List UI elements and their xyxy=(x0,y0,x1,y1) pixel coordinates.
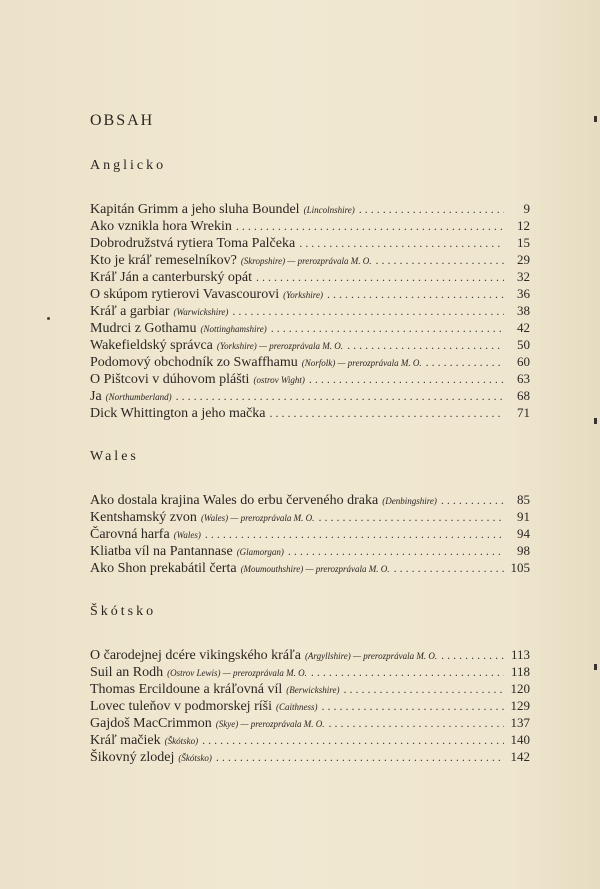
entry-page-number: 129 xyxy=(510,698,530,713)
section-spacer xyxy=(90,441,530,449)
entry-title: Kráľ Ján a canterburský opát xyxy=(90,270,252,285)
entry-title: Šikovný zlodej xyxy=(90,750,175,765)
page-edge-mark xyxy=(594,418,597,424)
dot-leader xyxy=(321,698,504,715)
entry-page-number: 63 xyxy=(517,371,530,386)
entry-title: Ako dostala krajina Wales do erbu červeného draka xyxy=(90,493,379,508)
dot-leader xyxy=(256,269,504,286)
dot-leader xyxy=(347,337,504,354)
entry-region: (Skye) — prerozprávala M. O. xyxy=(215,719,325,729)
entry-region: (Denbingshire) xyxy=(382,496,437,506)
entry-title: Ako Shon prekabátil čerta xyxy=(90,561,237,576)
toc-entry[interactable] xyxy=(90,663,530,680)
dot-leader xyxy=(176,388,504,405)
table-of-contents xyxy=(90,112,530,785)
entry-title: O čarodejnej dcére vikingského kráľa xyxy=(90,648,301,663)
entry-page-number: 91 xyxy=(517,509,530,524)
toc-entry[interactable] xyxy=(90,217,530,234)
toc-list xyxy=(90,200,530,421)
dot-leader xyxy=(202,732,504,749)
entry-page-number: 137 xyxy=(510,715,530,730)
entry-region: (Skropshire) — prerozprávala M. O. xyxy=(240,256,372,266)
entry-title: Kapitán Grimm a jeho sluha Boundel xyxy=(90,202,300,217)
entry-region: (Lincolnshire) xyxy=(303,205,355,215)
entry-page-number: 68 xyxy=(517,388,530,403)
page-edge-mark xyxy=(594,116,597,122)
entry-region: (Škótsko) xyxy=(178,753,212,763)
toc-entry[interactable] xyxy=(90,646,530,663)
entry-title: Gajdoš MacCrimmon xyxy=(90,716,212,731)
dot-leader xyxy=(205,526,504,543)
toc-entry[interactable] xyxy=(90,353,530,370)
toc-entry[interactable] xyxy=(90,200,530,217)
entry-region: (Ostrov Lewis) — prerozprávala M. O. xyxy=(167,668,307,678)
entry-page-number: 105 xyxy=(510,560,530,575)
entry-title: Kráľ mačiek xyxy=(90,733,161,748)
dot-leader xyxy=(329,715,504,732)
entry-page-number: 120 xyxy=(510,681,530,696)
entry-title: Ja xyxy=(90,389,102,404)
entry-region: (Glamorgan) xyxy=(236,547,284,557)
dot-leader xyxy=(318,509,504,526)
entry-region: (Yorkshire) — prerozprávala M. O. xyxy=(216,341,344,351)
section-heading: Anglicko xyxy=(90,158,167,173)
section-heading: Škótsko xyxy=(90,604,157,619)
entry-page-number: 29 xyxy=(517,252,530,267)
toc-list xyxy=(90,646,530,765)
dot-leader xyxy=(269,405,504,422)
dot-leader xyxy=(441,647,504,664)
dot-leader xyxy=(309,371,504,388)
section-spacer xyxy=(90,596,530,604)
entry-title: Čarovná harfa xyxy=(90,527,170,542)
dot-leader xyxy=(288,543,504,560)
entry-page-number: 94 xyxy=(517,526,530,541)
section-heading: Wales xyxy=(90,449,139,464)
toc-entry[interactable] xyxy=(90,404,530,421)
entry-region: (Yorkshire) xyxy=(283,290,323,300)
entry-region: (Caithness) xyxy=(275,702,318,712)
toc-entry[interactable] xyxy=(90,370,530,387)
entry-page-number: 140 xyxy=(510,732,530,747)
entry-title: Podomový obchodník zo Swaffhamu xyxy=(90,355,298,370)
toc-entry[interactable] xyxy=(90,491,530,508)
entry-title: Kliatba víl na Pantannase xyxy=(90,544,233,559)
dot-leader xyxy=(343,681,504,698)
toc-entry[interactable] xyxy=(90,234,530,251)
dot-leader xyxy=(359,201,504,218)
entry-title: Suil an Rodh xyxy=(90,665,164,680)
entry-page-number: 142 xyxy=(510,749,530,764)
toc-entry[interactable] xyxy=(90,285,530,302)
entry-title: Ako vznikla hora Wrekin xyxy=(90,219,232,234)
toc-entry[interactable] xyxy=(90,680,530,697)
entry-title: Kto je kráľ remeselníkov? xyxy=(90,253,237,268)
entry-title: Wakefieldský správca xyxy=(90,338,213,353)
dot-leader xyxy=(327,286,504,303)
entry-region: (Norfolk) — prerozprávala M. O. xyxy=(301,358,422,368)
toc-entry[interactable] xyxy=(90,251,530,268)
entry-page-number: 85 xyxy=(517,492,530,507)
page-title: OBSAH xyxy=(90,112,155,129)
page-edge-mark xyxy=(594,664,597,670)
entry-region: (ostrov Wight) xyxy=(253,375,305,385)
entry-title: Lovec tuleňov v podmorskej ríši xyxy=(90,699,272,714)
dot-leader xyxy=(311,664,504,681)
entry-page-number: 50 xyxy=(517,337,530,352)
toc-entry[interactable] xyxy=(90,302,530,319)
toc-entry[interactable] xyxy=(90,508,530,525)
entry-page-number: 36 xyxy=(517,286,530,301)
entry-page-number: 12 xyxy=(517,218,530,233)
entry-page-number: 60 xyxy=(517,354,530,369)
entry-title: Dick Whittington a jeho mačka xyxy=(90,406,266,421)
dot-leader xyxy=(299,235,504,252)
entry-page-number: 98 xyxy=(517,543,530,558)
entry-page-number: 32 xyxy=(517,269,530,284)
toc-entry[interactable] xyxy=(90,319,530,336)
toc-entry[interactable] xyxy=(90,697,530,714)
dot-leader xyxy=(232,303,504,320)
entry-region: (Moumouthshire) — prerozprávala M. O. xyxy=(240,564,390,574)
entry-region: (Wales) xyxy=(173,530,201,540)
entry-title: Dobrodružstvá rytiera Toma Palčeka xyxy=(90,236,296,251)
entry-title: Kentshamský zvon xyxy=(90,510,197,525)
dot-leader xyxy=(375,252,504,269)
toc-sections xyxy=(90,158,530,765)
entry-region: (Warwickshire) xyxy=(173,307,229,317)
entry-page-number: 113 xyxy=(510,647,530,662)
entry-region: (Argyllshire) — prerozprávala M. O. xyxy=(304,651,438,661)
entry-title: O Pištcovi v dúhovom plášti xyxy=(90,372,250,387)
toc-entry[interactable] xyxy=(90,714,530,731)
entry-page-number: 42 xyxy=(517,320,530,335)
toc-entry[interactable] xyxy=(90,336,530,353)
entry-page-number: 71 xyxy=(517,405,530,420)
page-speck xyxy=(47,317,50,320)
dot-leader xyxy=(236,218,504,235)
entry-title: Thomas Ercildoune a kráľovná víl xyxy=(90,682,283,697)
toc-entry[interactable] xyxy=(90,542,530,559)
entry-region: (Škótsko) xyxy=(164,736,199,746)
entry-page-number: 38 xyxy=(517,303,530,318)
toc-entry[interactable] xyxy=(90,748,530,765)
dot-leader xyxy=(426,354,504,371)
entry-title: Kráľ a garbiar xyxy=(90,304,170,319)
dot-leader xyxy=(394,560,504,577)
dot-leader xyxy=(271,320,504,337)
entry-region: (Berwickshire) xyxy=(286,685,340,695)
entry-title: O skúpom rytierovi Vavascourovi xyxy=(90,287,280,302)
entry-region: (Northumberland) xyxy=(105,392,172,402)
toc-entry[interactable] xyxy=(90,387,530,404)
entry-region: (Wales) — prerozprávala M. O. xyxy=(200,513,315,523)
dot-leader xyxy=(441,492,504,509)
entry-region: (Nottinghamshire) xyxy=(200,324,267,334)
toc-list xyxy=(90,491,530,576)
toc-entry[interactable] xyxy=(90,559,530,576)
entry-page-number: 118 xyxy=(510,664,530,679)
entry-page-number: 9 xyxy=(523,201,530,216)
toc-entry[interactable] xyxy=(90,268,530,285)
toc-entry[interactable] xyxy=(90,731,530,748)
entry-title: Mudrci z Gothamu xyxy=(90,321,197,336)
entry-page-number: 15 xyxy=(517,235,530,250)
dot-leader xyxy=(216,749,504,766)
toc-entry[interactable] xyxy=(90,525,530,542)
